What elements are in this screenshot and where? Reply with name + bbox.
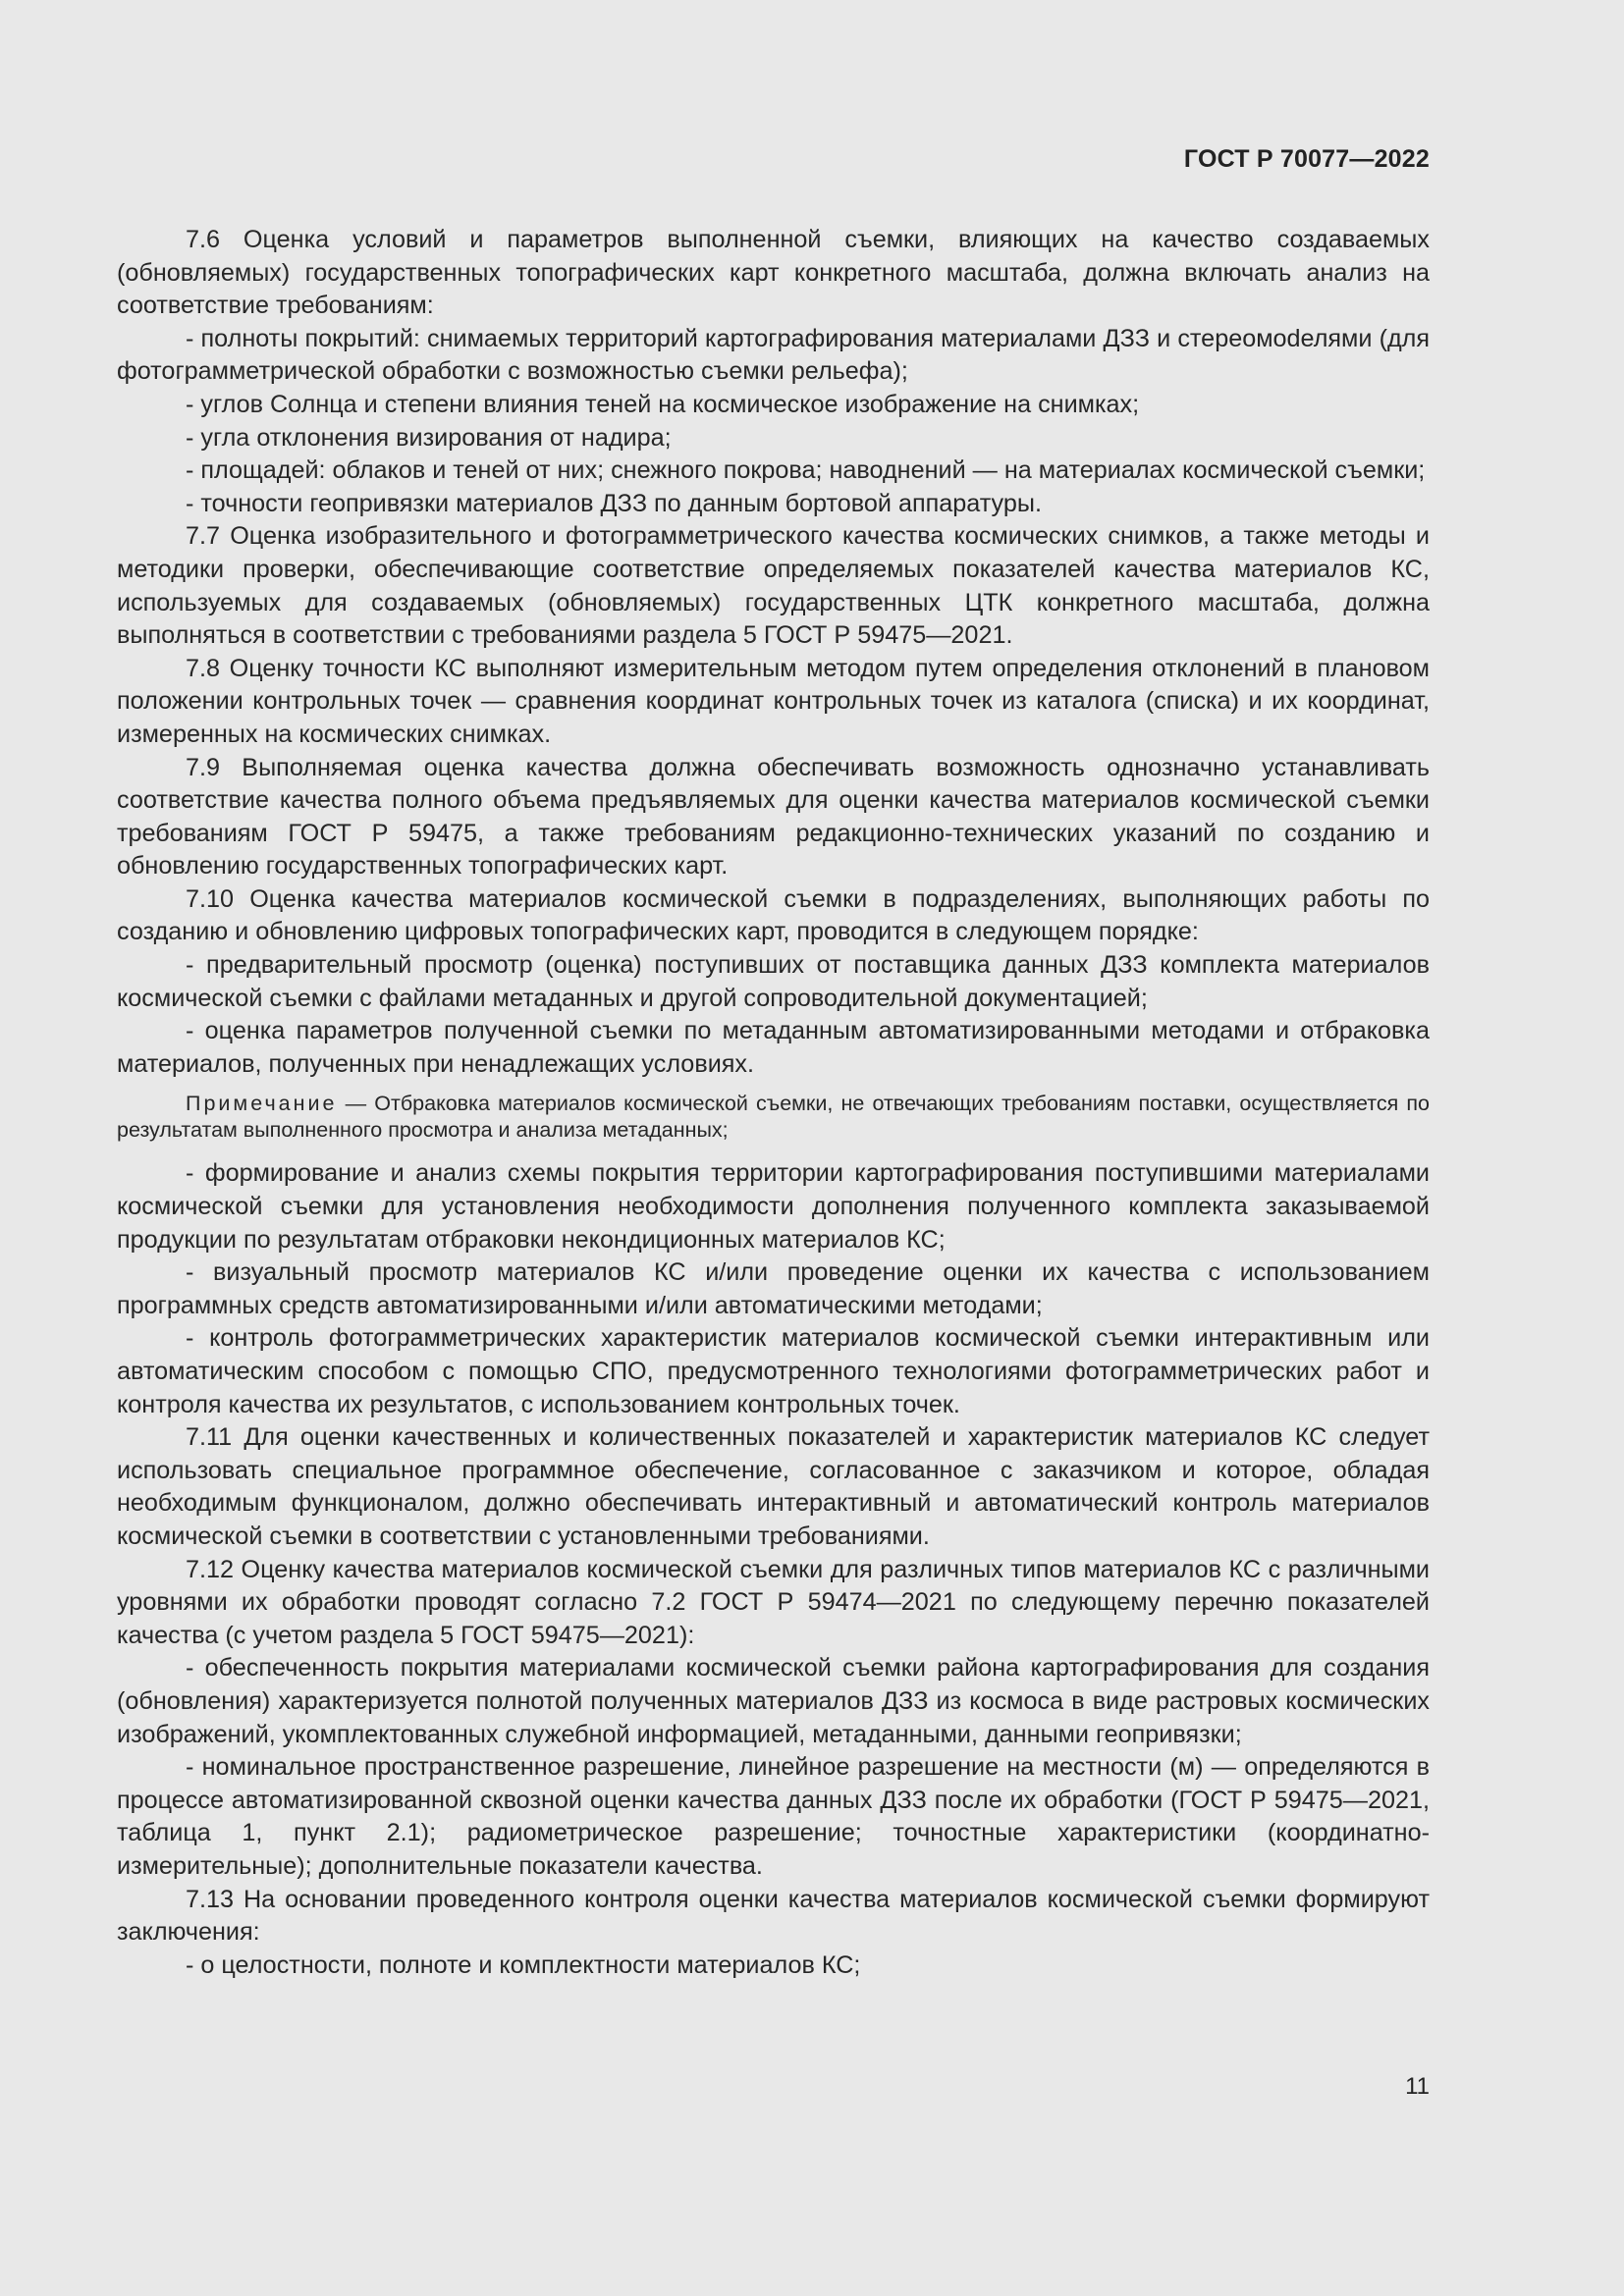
paragraph-7-8: 7.8 Оценку точности КС выполняют измерительным методом путем определения отклонений в плановом положении контрольных точек — сравнения координат контрольных точек из каталога (списка) и их координат, измеренных на космических снимках. [117, 654, 1430, 748]
list-item-nadir-angle: - угла отклонения визирования от надира; [186, 423, 672, 452]
list-item-photogrammetric-control: - контроль фотограмметрических характеристик материалов космической съемки интерактивным или автоматическим способом с помощью СПО, предусмотренного технологиями фотограмметрических работ и контроля качества их результатов, с использованием контрольных точек. [117, 1324, 1430, 1418]
note-label: Примечание [186, 1092, 338, 1116]
note [117, 1091, 1430, 1144]
document-header: ГОСТ Р 70077—2022 [1183, 145, 1430, 173]
paragraph-7-6: 7.6 Оценка условий и параметров выполненной съемки, влияющих на качество создаваемых (обновляемых) государственных топографических карт конкретного масштаба, должна включать анализ на соответствие требованиям: [117, 226, 1430, 320]
page-number: 11 [1405, 2073, 1430, 2100]
list-item-preliminary-review: - предварительный просмотр (оценка) поступивших от поставщика данных ДЗЗ комплекта материалов космической съемки с файлами метаданных и другой сопроводительной документацией; [117, 951, 1430, 1012]
list-item-integrity: - о целостности, полноте и комплектности материалов КС; [186, 1950, 861, 1979]
list-item-clouds-area: - площадей: облаков и теней от них; снежного покрова; наводнений — на материалах космической съемки; [186, 456, 1426, 485]
paragraph-7-7: 7.7 Оценка изобразительного и фотограмметрического качества космических снимков, а также методы и методики проверки, обеспечивающие соответствие определяемых показателей качества материалов КС, используемых для создаваемых (обновляемых) государственных ЦТК конкретного масштаба, должна выполняться в соответствии с требованиями раздела 5 ГОСТ Р 59475—2021. [117, 522, 1430, 650]
list-item-georeference: - точности геопривязки материалов ДЗЗ по данным бортовой аппаратуры. [186, 489, 1042, 517]
document-body [117, 224, 1430, 1982]
paragraph-7-10: 7.10 Оценка качества материалов космической съемки в подразделениях, выполняющих работы по созданию и обновлению цифровых топографических карт, проводится в следующем порядке: [117, 884, 1430, 946]
list-item-coverage-scheme: - формирование и анализ схемы покрытия территории картографирования поступившими материалами космической съемки для установления необходимости дополнения полученного комплекта заказываемой продукции по результатам отбраковки некондиционных материалов КС; [117, 1159, 1430, 1254]
list-item-sun-angles: - углов Солнца и степени влияния теней на космическое изображение на снимках; [186, 390, 1140, 418]
paragraph-7-13: 7.13 На основании проведенного контроля оценки качества материалов космической съемки формируют заключения: [117, 1885, 1430, 1947]
note-text: — Отбраковка материалов космической съемки, не отвечающих требованиям поставки, осуществляется по результатам выполненного просмотра и анализа метаданных; [117, 1092, 1430, 1143]
list-item-spatial-resolution: - номинальное пространственное разрешение, линейное разрешение на местности (м) — определяются в процессе автоматизированной сквозной оценки качества данных ДЗЗ после их обработки (ГОСТ Р 59475—2021, таблица 1, пункт 2.1); радиометрическое разрешение; точностные характеристики (координатно-измерительные); дополнительные показатели качества. [117, 1753, 1430, 1880]
paragraph-7-9: 7.9 Выполняемая оценка качества должна обеспечивать возможность однозначно устанавливать соответствие качества полного объема предъявляемых для оценки качества материалов космической съемки требованиям ГОСТ Р 59475, а также требованиям редакционно-технических указаний по созданию и обновлению государственных топографических карт. [117, 753, 1430, 881]
paragraph-7-12: 7.12 Оценку качества материалов космической съемки для различных типов материалов КС с различными уровнями их обработки проводят согласно 7.2 ГОСТ Р 59474—2021 по следующему перечню показателей качества (с учетом раздела 5 ГОСТ 59475—2021): [117, 1555, 1430, 1649]
list-item-coverage-provision: - обеспеченность покрытия материалами космической съемки района картографирования для создания (обновления) характеризуется полнотой полученных материалов ДЗЗ из космоса в виде растровых космических изображений, укомплектованных служебной информацией, метаданными, данными геопривязки; [117, 1654, 1430, 1748]
list-item-metadata-assessment: - оценка параметров полученной съемки по метаданным автоматизированными методами и отбраковка материалов, полученных при ненадлежащих условиях. [117, 1017, 1430, 1078]
list-item-visual-review: - визуальный просмотр материалов КС и/или проведение оценки их качества с использованием программных средств автоматизированными и/или автоматическими методами; [117, 1258, 1430, 1319]
paragraph-7-11: 7.11 Для оценки качественных и количественных показателей и характеристик материалов КС следует использовать специальное программное обеспечение, согласованное с заказчиком и которое, обладая необходимым функционалом, должно обеспечивать интерактивный и автоматический контроль материалов космической съемки в соответствии с установленными требованиями. [117, 1423, 1430, 1550]
list-item-coverage: - полноты покрытий: снимаемых территорий картографирования материалами ДЗЗ и стереомоdелями (для фотограмметрической обработки с возможностью съемки рельефа); [117, 324, 1430, 386]
